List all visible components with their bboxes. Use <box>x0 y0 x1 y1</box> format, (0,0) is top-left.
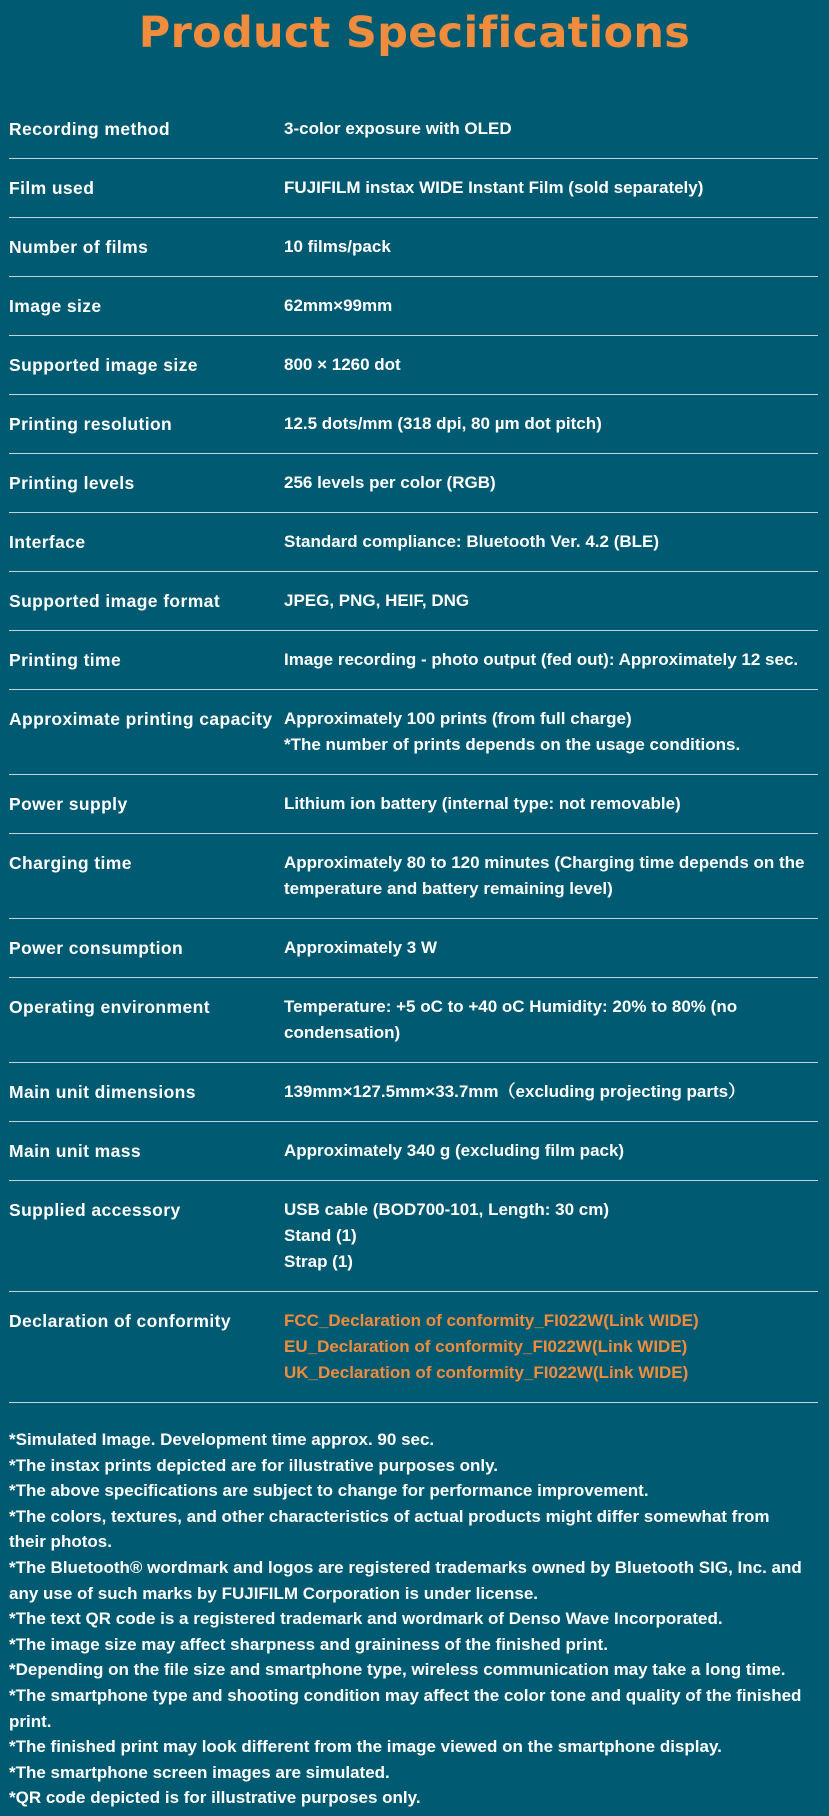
spec-value-line: USB cable (BOD700-101, Length: 30 cm) <box>284 1200 609 1219</box>
spec-value-line: 800 × 1260 dot <box>284 355 401 374</box>
spec-value <box>284 293 814 319</box>
spec-row <box>9 690 818 775</box>
declaration-link[interactable]: EU_Declaration of conformity_FI022W(Link WIDE) <box>284 1337 688 1356</box>
spec-row <box>9 834 818 919</box>
footnote: *The colors, textures, and other characteristics of actual products might differ somewhat from their photos. <box>9 1506 770 1552</box>
spec-value <box>284 588 814 614</box>
spec-value <box>284 529 814 555</box>
spec-row <box>9 277 818 336</box>
spec-value <box>284 1308 814 1386</box>
spec-value-line: Strap (1) <box>284 1252 353 1271</box>
spec-label: Printing time <box>9 650 122 670</box>
spec-label: Recording method <box>9 119 170 139</box>
footnote: *The smartphone screen images are simulated. <box>9 1762 390 1782</box>
spec-row <box>9 978 818 1063</box>
spec-value <box>284 647 814 673</box>
spec-row <box>9 159 818 218</box>
spec-value-line: 62mm×99mm <box>284 296 393 315</box>
declaration-link[interactable]: UK_Declaration of conformity_FI022W(Link WIDE) <box>284 1363 689 1382</box>
spec-value-line: Approximately 80 to 120 minutes (Charging time depends on the temperature and battery remaining level) <box>284 853 805 898</box>
spec-table <box>9 100 818 1403</box>
spec-value-line: Approximately 340 g (excluding film pack) <box>284 1141 625 1160</box>
spec-value <box>284 234 814 260</box>
spec-row <box>9 775 818 834</box>
spec-label: Supplied accessory <box>9 1200 181 1220</box>
spec-label: Printing levels <box>9 473 135 493</box>
spec-label: Image size <box>9 296 102 316</box>
spec-label: Interface <box>9 532 86 552</box>
footnote: *The finished print may look different from the image viewed on the smartphone display. <box>9 1737 722 1757</box>
spec-value <box>284 116 814 142</box>
spec-value <box>284 352 814 378</box>
spec-label: Supported image format <box>9 591 221 611</box>
spec-value-line: 10 films/pack <box>284 237 391 256</box>
spec-value-line: 256 levels per color (RGB) <box>284 473 496 492</box>
spec-row <box>9 1181 818 1292</box>
spec-value <box>284 470 814 496</box>
spec-row <box>9 1292 818 1403</box>
spec-label: Printing resolution <box>9 414 173 434</box>
spec-label: Charging time <box>9 853 132 873</box>
spec-value-line: Approximately 3 W <box>284 938 438 957</box>
spec-value <box>284 1079 814 1105</box>
spec-label: Main unit dimensions <box>9 1082 196 1102</box>
spec-row <box>9 395 818 454</box>
spec-value <box>284 935 814 961</box>
spec-value-line: 12.5 dots/mm (318 dpi, 80 µm dot pitch) <box>284 414 602 433</box>
spec-value-line: Temperature: +5 oC to +40 oC Humidity: 20% to 80% (no condensation) <box>284 997 738 1042</box>
spec-row <box>9 572 818 631</box>
spec-row <box>9 336 818 395</box>
spec-value-line: JPEG, PNG, HEIF, DNG <box>284 591 470 610</box>
footnote: *QR code depicted is for illustrative purposes only. <box>9 1788 421 1808</box>
footnote: *The smartphone type and shooting condition may affect the color tone and quality of the finished print. <box>9 1685 802 1731</box>
spec-row <box>9 631 818 690</box>
declaration-link[interactable]: FCC_Declaration of conformity_FI022W(Link WIDE) <box>284 1311 699 1330</box>
spec-row <box>9 100 818 159</box>
spec-value <box>284 791 814 817</box>
spec-label: Film used <box>9 178 95 198</box>
spec-label: Power consumption <box>9 938 184 958</box>
spec-value-line: Image recording - photo output (fed out): Approximately 12 sec. <box>284 650 799 669</box>
spec-value-line: Stand (1) <box>284 1226 357 1245</box>
spec-value <box>284 706 814 758</box>
spec-label: Number of films <box>9 237 149 257</box>
page-title: Product Specifications <box>138 8 691 58</box>
footnote: *Depending on the file size and smartphone type, wireless communication may take a long time. <box>9 1660 786 1680</box>
footnote: *The above specifications are subject to change for performance improvement. <box>9 1481 649 1501</box>
spec-label: Supported image size <box>9 355 198 375</box>
spec-label: Main unit mass <box>9 1141 142 1161</box>
spec-row <box>9 1122 818 1181</box>
footnote: *Simulated Image. Development time approx. 90 sec. <box>9 1430 435 1449</box>
footnote: *The Bluetooth® wordmark and logos are registered trademarks owned by Bluetooth SIG, Inc. and any use of such marks by FUJIFILM Corporation is under license. <box>9 1557 802 1603</box>
spec-value <box>284 411 814 437</box>
spec-value-line: 139mm×127.5mm×33.7mm（excluding projecting parts） <box>284 1082 746 1101</box>
spec-value-line: Standard compliance: Bluetooth Ver. 4.2 (BLE) <box>284 532 660 551</box>
spec-value-line: Lithium ion battery (internal type: not removable) <box>284 794 681 813</box>
spec-value <box>284 1138 814 1164</box>
spec-row <box>9 919 818 978</box>
footnote: *The text QR code is a registered trademark and wordmark of Denso Wave Incorporated. <box>9 1609 723 1629</box>
spec-row <box>9 1063 818 1122</box>
spec-value-line: *The number of prints depends on the usage conditions. <box>284 735 741 754</box>
spec-label: Declaration of conformity <box>9 1311 231 1331</box>
spec-value-line: 3-color exposure with OLED <box>284 119 512 138</box>
spec-value <box>284 994 814 1046</box>
spec-value <box>284 1197 814 1275</box>
spec-value-line: FUJIFILM instax WIDE Instant Film (sold separately) <box>284 178 704 197</box>
spec-row <box>9 454 818 513</box>
footnotes <box>9 1427 809 1811</box>
spec-value <box>284 850 814 902</box>
spec-value-line: Approximately 100 prints (from full charge) <box>284 709 632 728</box>
spec-label: Approximate printing capacity <box>9 709 273 729</box>
spec-row <box>9 218 818 277</box>
spec-row <box>9 513 818 572</box>
footnote: *The image size may affect sharpness and graininess of the finished print. <box>9 1634 608 1654</box>
footnote: *The instax prints depicted are for illustrative purposes only. <box>9 1455 499 1475</box>
spec-label: Operating environment <box>9 997 210 1017</box>
spec-label: Power supply <box>9 794 128 814</box>
spec-value <box>284 175 814 201</box>
